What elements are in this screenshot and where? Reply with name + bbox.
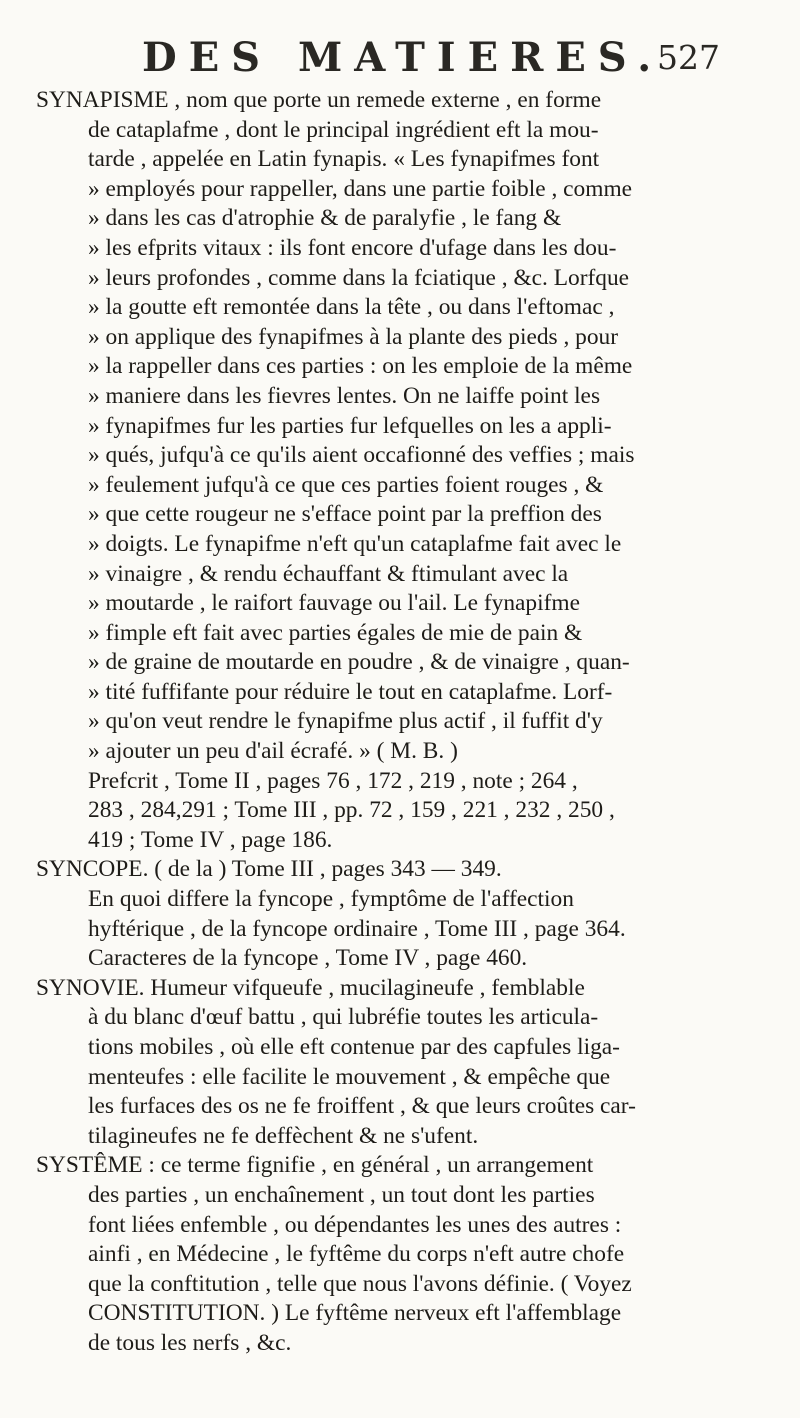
- text-line: » moutarde , le raifort fauvage ou l'ail. Le fynapifme: [88, 590, 580, 617]
- text-line: tions mobiles , où elle eft contenue par des capfules liga-: [88, 1034, 620, 1060]
- text-line: SYNOVIE. Humeur vifqueufe , mucilagineufe , femblable: [36, 974, 585, 1001]
- text-line: » les efprits vitaux : ils font encore d'ufage dans les dou-: [88, 234, 617, 261]
- text-line: » maniere dans les fievres lentes. On ne laiffe point les: [88, 382, 601, 409]
- running-head: DES MATIERES.: [142, 34, 664, 81]
- text-line: 419 ; Tome IV , page 186.: [88, 826, 333, 853]
- text-line: menteufes : elle facilite le mouvement , & empêche que: [88, 1063, 611, 1090]
- text-line: de cataplafme , dont le principal ingrédient eft la mou-: [88, 116, 599, 143]
- text-line: » ajouter un peu d'ail écrafé. » ( M. B. ): [88, 738, 458, 765]
- text-line: » doigts. Le fynapifme n'eft qu'un cataplafme fait avec le: [88, 530, 622, 557]
- text-line: » qués, jufqu'à ce qu'ils aient occafionné des veffies ; mais: [88, 442, 635, 469]
- text-line: Prefcrit , Tome II , pages 76 , 172 , 219 , note ; 264 ,: [88, 767, 578, 794]
- text-line: 283 , 284,291 ; Tome III , pp. 72 , 159 , 221 , 232 , 250 ,: [88, 797, 615, 824]
- page-header: [120, 34, 720, 81]
- text-line: » vinaigre , & rendu échauffant & ftimulant avec la: [88, 560, 569, 587]
- text-line: » fimple eft fait avec parties égales de mie de pain &: [88, 619, 583, 646]
- entry-syncope: [36, 855, 774, 973]
- text-line: à du blanc d'œuf battu , qui lubréfie toutes les articula-: [88, 1004, 599, 1031]
- text-line: hyftérique , de la fyncope ordinaire , Tome III , page 364.: [88, 915, 626, 942]
- text-line: » feulement jufqu'à ce que ces parties foient rouges , &: [88, 471, 604, 498]
- text-line: font liées enfemble , ou dépendantes les unes des autres :: [88, 1211, 622, 1238]
- text-line: » que cette rougeur ne s'efface point par la preffion des: [88, 501, 602, 528]
- text-line: » dans les cas d'atrophie & de paralyfie , le fang &: [88, 205, 562, 232]
- text-line: » la rappeller dans ces parties : on les emploie de la même: [88, 353, 633, 380]
- text-line: En quoi differe la fyncope , fymptôme de l'affection: [88, 886, 574, 913]
- text-line: tarde , appelée en Latin fynapis. « Les fynapifmes font: [88, 146, 600, 173]
- text-line: SYNAPISME , nom que porte un remede externe , en forme: [36, 87, 602, 113]
- text-line: » on applique des fynapifmes à la plante des pieds , pour: [88, 323, 619, 350]
- page-number: 527: [657, 38, 720, 77]
- entry-synapisme: [36, 86, 774, 855]
- text-line: de tous les nerfs , &c.: [88, 1329, 292, 1356]
- text-line: Caracteres de la fyncope , Tome IV , page 460.: [88, 945, 528, 972]
- text-line: SYNCOPE. ( de la ) Tome III , pages 343 — 349.: [36, 856, 502, 883]
- text-line: CONSTITUTION. ) Le fyftême nerveux eft l'affemblage: [88, 1300, 622, 1327]
- text-line: » leurs profondes , comme dans la fciatique , &c. Lorfque: [88, 264, 630, 291]
- text-line: que la conftitution , telle que nous l'avons définie. ( Voyez: [88, 1270, 632, 1297]
- entry-synovie: [36, 974, 774, 1152]
- text-line: des parties , un enchaînement , un tout dont les parties: [88, 1181, 595, 1208]
- text-line: SYSTÊME : ce terme fignifie , en général , un arrangement: [36, 1152, 594, 1179]
- text-line: » la goutte eft remontée dans la tête , ou dans l'eftomac ,: [88, 294, 615, 321]
- index-entries: [36, 86, 774, 1359]
- text-line: tilagineufes ne fe deffèchent & ne s'ufent.: [88, 1122, 479, 1149]
- text-line: » employés pour rappeller, dans une partie foible , comme: [88, 175, 633, 202]
- text-line: » de graine de moutarde en poudre , & de vinaigre , quan-: [88, 649, 630, 676]
- text-line: » qu'on veut rendre le fynapifme plus actif , il fuffit d'y: [88, 708, 603, 735]
- text-line: ainfi , en Médecine , le fyftême du corps n'eft autre chofe: [88, 1241, 625, 1268]
- text-line: » tité fuffifante pour réduire le tout en cataplafme. Lorf-: [88, 678, 613, 705]
- entry-systeme: [36, 1151, 774, 1358]
- text-line: les furfaces des os ne fe froiffent , & que leurs croûtes car-: [88, 1093, 636, 1120]
- text-line: » fynapifmes fur les parties fur lefquelles on les a appli-: [88, 412, 612, 439]
